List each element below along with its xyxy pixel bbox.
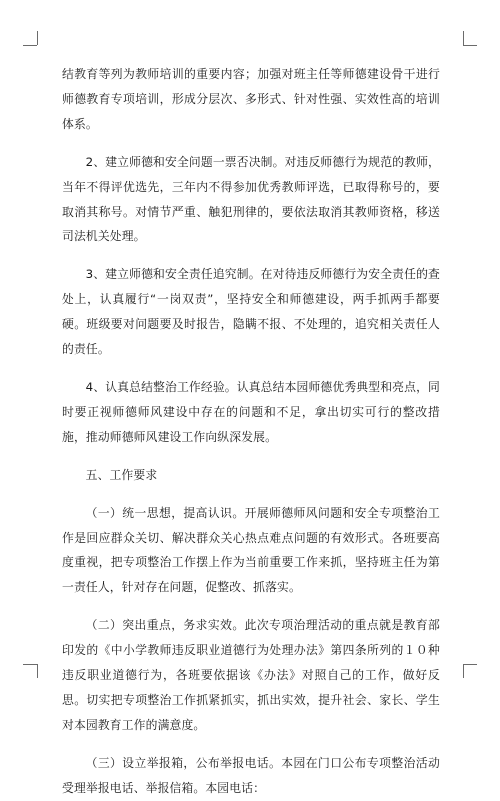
paragraph-item-4: 4、认真总结整治工作经验。认真总结本园师德优秀典型和亮点，同时要正视师德师风建设中存在的问题和不足，拿出切实可行的整改措施，推动师德师风建设工作向纵深发展。 [62, 379, 440, 444]
section-heading-work-requirements: 五、工作要求 [85, 467, 158, 482]
crop-mark-bottom-left-v [37, 664, 38, 678]
crop-mark-bottom-left-h [23, 664, 37, 665]
paragraph-item-2: 2、建立师德和安全问题一票否决制。对违反师德行为规范的教师，当年不得评优选先，三年内不得参加优秀教师评选，已取得称号的，要取消其称号。对情节严重、触犯刑律的，要依法取消其教师资格，移送司法机关处理。 [62, 154, 440, 244]
crop-mark-top-left-h [23, 45, 37, 46]
paragraph-requirement-3: （三）设立举报箱，公布举报电话。本园在门口公布专项整治活动受理举报电话、举报信箱。本园电话： [62, 755, 440, 795]
paragraph-continued: 结教育等列为教师培训的重要内容；加强对班主任等师德建设骨干进行师德教育专项培训，形成分层次、多形式、针对性强、实效性高的培训体系。 [62, 67, 440, 131]
crop-mark-bottom-right-h [463, 664, 477, 665]
crop-mark-top-right-v [463, 31, 464, 45]
paragraph-requirement-2: （二）突出重点，务求实效。此次专项治理活动的重点就是教育部印发的《中小学教师违反职业道德行为处理办法》第四条所列的１０种违反职业道德行为，各班要依据该《办法》对照自己的工作，做好反思。切实把专项整治工作抓紧抓实，抓出实效，提升社会、家长、学生对本园教育工作的满意度。 [62, 618, 440, 732]
paragraph-requirement-1: （一）统一思想，提高认识。开展师德师风问题和安全专项整治工作是回应群众关切、解决群众关心热点难点问题的有效形式。各班要高度重视，把专项整治工作摆上作为当前重要工作来抓，坚持班主任为第一责任人，针对存在问题，促整改、抓落实。 [62, 505, 440, 595]
document-body [62, 62, 440, 801]
crop-mark-top-left-v [37, 31, 38, 45]
paragraph-item-3: 3、建立师德和安全责任追究制。在对待违反师德行为安全责任的查处上，认真履行“一岗双责”，坚持安全和师德建设，两手抓两手都要硬。班级要对问题要及时报告，隐瞒不报、不处理的，追究相关责任人的责任。 [62, 267, 440, 357]
crop-mark-bottom-right-v [463, 664, 464, 678]
crop-mark-top-right-h [463, 45, 477, 46]
